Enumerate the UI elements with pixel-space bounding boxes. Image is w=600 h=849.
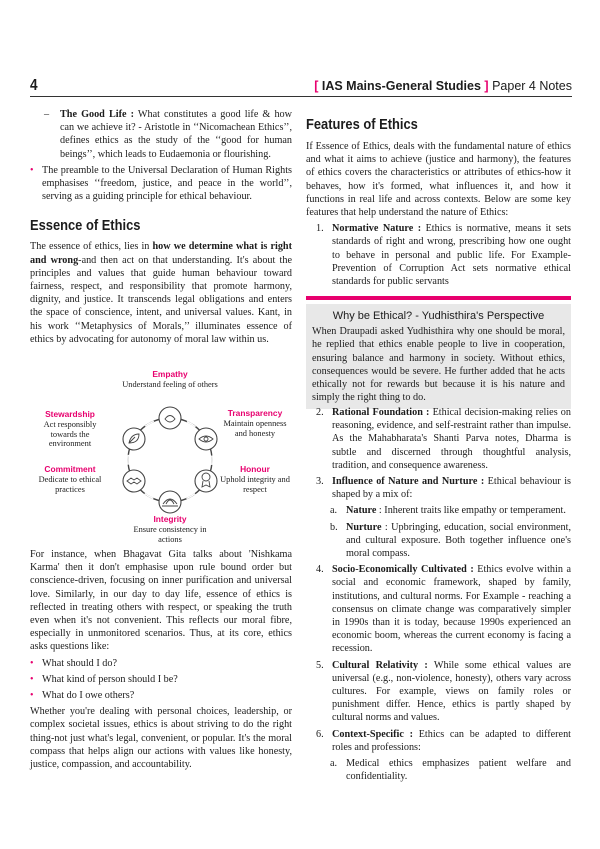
sub-body: : Inherent traits like empathy or temperament. — [376, 505, 566, 517]
good-life-item — [30, 108, 292, 161]
running-header — [314, 79, 572, 93]
bullet-marker: • — [30, 673, 34, 685]
label-honour-name: Honour — [240, 464, 270, 474]
yudhisthira-box — [306, 304, 571, 409]
features-list-continued — [306, 406, 571, 783]
feature-label: Rational Foundation : — [332, 407, 430, 418]
sub-text — [346, 504, 566, 517]
box-title: Why be Ethical? - Yudhisthira's Perspective — [332, 310, 545, 322]
sub-marker: b. — [330, 521, 338, 533]
feature-number: 4. — [316, 564, 324, 576]
closing-paragraph: Whether you're dealing with personal choices, leadership, or complex societal issues, ethics is about striving to do the right thing-not just what's legal, convenient, or popular. It's the moral compass that helps align our actions with values like honesty, justice, compassion, and accountability. — [30, 706, 292, 771]
feature-item — [306, 563, 571, 655]
sub-item — [306, 757, 571, 783]
sub-label: Nurture — [346, 521, 382, 533]
feature-number: 2. — [316, 407, 324, 418]
dash-marker: – — [44, 109, 50, 120]
label-stewardship — [30, 410, 110, 449]
essence-paragraph — [30, 240, 292, 346]
label-integrity-desc: Ensure consistency in actions — [133, 524, 207, 544]
box-text: When Draupadi asked Yudhisthira why one should be moral, he replied that ethics enable people to live in cooperation, ensuring balance and harmony in society. Without ethics, consequences would be severe. He further added that he acts ethically not for rewards but because it is his nature and simply the right thing to do. — [312, 326, 565, 404]
label-empathy-name: Empathy — [152, 369, 188, 379]
sub-body: : Upbringing, education, social environment, and cultural exposure. Both together influence one's moral compass. — [346, 521, 571, 560]
transparency-node — [195, 428, 217, 450]
label-stewardship-desc: Act responsibly towards the environment — [43, 419, 97, 449]
udhr-text: The preamble to the Universal Declaration of Human Rights emphasises ‘‘freedom, justice, and peace in the world’’, serving as a guiding principle for ethical behaviour. — [42, 164, 292, 203]
essence-text-a: The essence of ethics, lies in — [30, 241, 153, 253]
sub-text: Medical ethics emphasizes patient welfare and confidentiality. — [346, 758, 571, 783]
sub-text — [346, 521, 571, 561]
feature-body: Ethical behaviour is shaped by a mix of: — [332, 476, 571, 501]
sub-label: Nature — [346, 505, 377, 517]
stewardship-node — [123, 428, 145, 450]
gita-paragraph: For instance, when Bhagavat Gita talks about 'Nishkama Karma' then it don't emphasise upon rule bound order but conscience-driven, focusing on inner purification and universal love. Similarly, in our day to day life, essence of ethics is reflected in treating others with respect, or speaking the truth even when it's not convenient. This reflects our moral fibre, especially in unmonitored scenarios. Thus, at its core, ethics asks questions like: — [30, 549, 292, 653]
sub-item — [306, 521, 571, 561]
feature-body: While some ethical values are universal (e.g., non-violence, honesty), others vary across cultures. For example, views on family roles or punishment differ. Hence, ethics is partly shaped by cultural norms and values. — [332, 659, 572, 724]
bullet-marker: • — [30, 164, 34, 176]
label-integrity-name: Integrity — [153, 514, 187, 524]
feature-body: Ethical decision-making relies on reasoning, evidence, and self-restraint rather than impulse. As the Mahabharata's Shanti Parva notes, Dharma is subtle and discerned through thoughtful analysis, tradition, and consequence awareness. — [332, 407, 571, 471]
feature-label: Influence of Nature and Nurture : — [332, 476, 485, 488]
question-text: What should I do? — [42, 657, 117, 669]
feature-body: Ethics evolve within a social and economic framework, shaped by family, institutions, and cultural norms. For Example - reaching a consensus on climate change was comparatively simpler in 1990s than it is today, because 1990s experienced an economic boom, whereas the current economy is facing a recession. — [332, 564, 571, 655]
feature-item — [306, 659, 571, 725]
empathy-node — [159, 407, 181, 429]
feature-text — [332, 475, 571, 501]
feature-text — [332, 659, 571, 725]
essence-heading: Essence of Ethics — [30, 217, 141, 235]
feature-number: 3. — [316, 476, 324, 488]
sub-marker: a. — [330, 758, 338, 770]
features-intro: If Essence of Ethics, deals with the fundamental nature of ethics and what it aims to achieve (justice and harmony), the features of ethics covers the characteristics or attributes of ethics-how it behaves, how it's formed, what influences it, and how it functions in real life and across contexts. Below are some key features that help understand the nature of Ethics: — [306, 141, 571, 219]
header-title: IAS Mains-General Studies — [321, 79, 481, 93]
feature-body: Ethics is normative, means it sets standards of right and wrong, prescribing how one ought to behave in personal and public life. For Example- Prevention of Corruption Act sets normative ethical standards for public servants — [332, 223, 571, 288]
label-empathy — [100, 370, 240, 390]
header-rule — [30, 96, 572, 97]
label-honour — [220, 465, 290, 494]
label-commitment — [30, 465, 110, 494]
good-life-label: The Good Life : — [60, 109, 134, 120]
feature-body: Ethics can be adapted to different roles and professions: — [332, 728, 571, 753]
left-column — [30, 108, 292, 771]
question-text: What do I owe others? — [42, 690, 135, 702]
label-empathy-desc: Understand feeling of others — [122, 379, 218, 389]
feature-number: 5. — [316, 659, 324, 671]
question-item — [30, 689, 292, 702]
good-life-text — [60, 108, 292, 161]
label-transparency-desc: Maintain openness and honesty — [223, 418, 287, 438]
feature-item — [306, 475, 571, 501]
features-heading: Features of Ethics — [306, 116, 418, 133]
feature-number: 1. — [316, 223, 324, 235]
page-number: 4 — [30, 77, 38, 94]
label-stewardship-name: Stewardship — [45, 409, 95, 419]
feature-text — [332, 728, 571, 754]
left-lower-block — [30, 548, 292, 771]
bracket-close: ] — [484, 79, 489, 93]
essence-text-b: -and then act on that understanding. It's about the principles and values that guide human behaviour toward fairness, respect, and responsibility that promote harmony, dignity, and justice. It transcends legal obligations and enters the space of conscience, intent, and universal values. Kant, in his work ‘‘Metaphysics of Morals,’’ illuminates essence of ethics by advocating for autonomy of moral law within us. — [30, 254, 292, 345]
label-commitment-desc: Dedicate to ethical practices — [38, 474, 102, 494]
udhr-bullet — [30, 164, 292, 204]
essence-bold: how we determine what is right and wrong — [30, 241, 292, 266]
bracket-open: [ — [314, 79, 319, 93]
sub-marker: a. — [330, 505, 338, 517]
feature-label: Cultural Relativity : — [332, 659, 428, 671]
label-integrity — [130, 515, 210, 544]
feature-label: Normative Nature : — [332, 223, 422, 235]
feature-item — [306, 222, 571, 288]
feature-number: 6. — [316, 728, 324, 740]
header-subtitle: Paper 4 Notes — [492, 79, 572, 93]
sub-item — [306, 504, 571, 517]
box-accent-bar — [306, 296, 571, 300]
good-life-body: What constitutes a good life & how can we achieve it? - Aristotle in ‘‘Nicomachean Ethics’’, defines ethics as the study of the ‘‘good for human beings’’, which leads to Eudaemonia or flourishing. — [60, 109, 292, 160]
feature-text — [332, 563, 571, 655]
question-item — [30, 657, 292, 670]
feature-item — [306, 728, 571, 754]
question-item — [30, 673, 292, 686]
label-transparency-name: Transparency — [227, 408, 283, 418]
feature-item — [306, 406, 571, 472]
right-column — [306, 108, 572, 783]
feature-label: Socio-Economically Cultivated : — [332, 564, 474, 576]
question-text: What kind of person should I be? — [42, 673, 178, 685]
feature-text — [332, 222, 571, 288]
label-commitment-name: Commitment — [44, 464, 96, 474]
label-honour-desc: Uphold integrity and respect — [220, 474, 290, 494]
feature-label: Context-Specific : — [332, 728, 413, 740]
bullet-marker: • — [30, 690, 34, 702]
integrity-node — [159, 491, 181, 513]
label-transparency — [220, 409, 290, 438]
ethics-values-diagram — [30, 370, 292, 550]
feature-text — [332, 406, 571, 472]
bullet-marker: • — [30, 657, 34, 669]
